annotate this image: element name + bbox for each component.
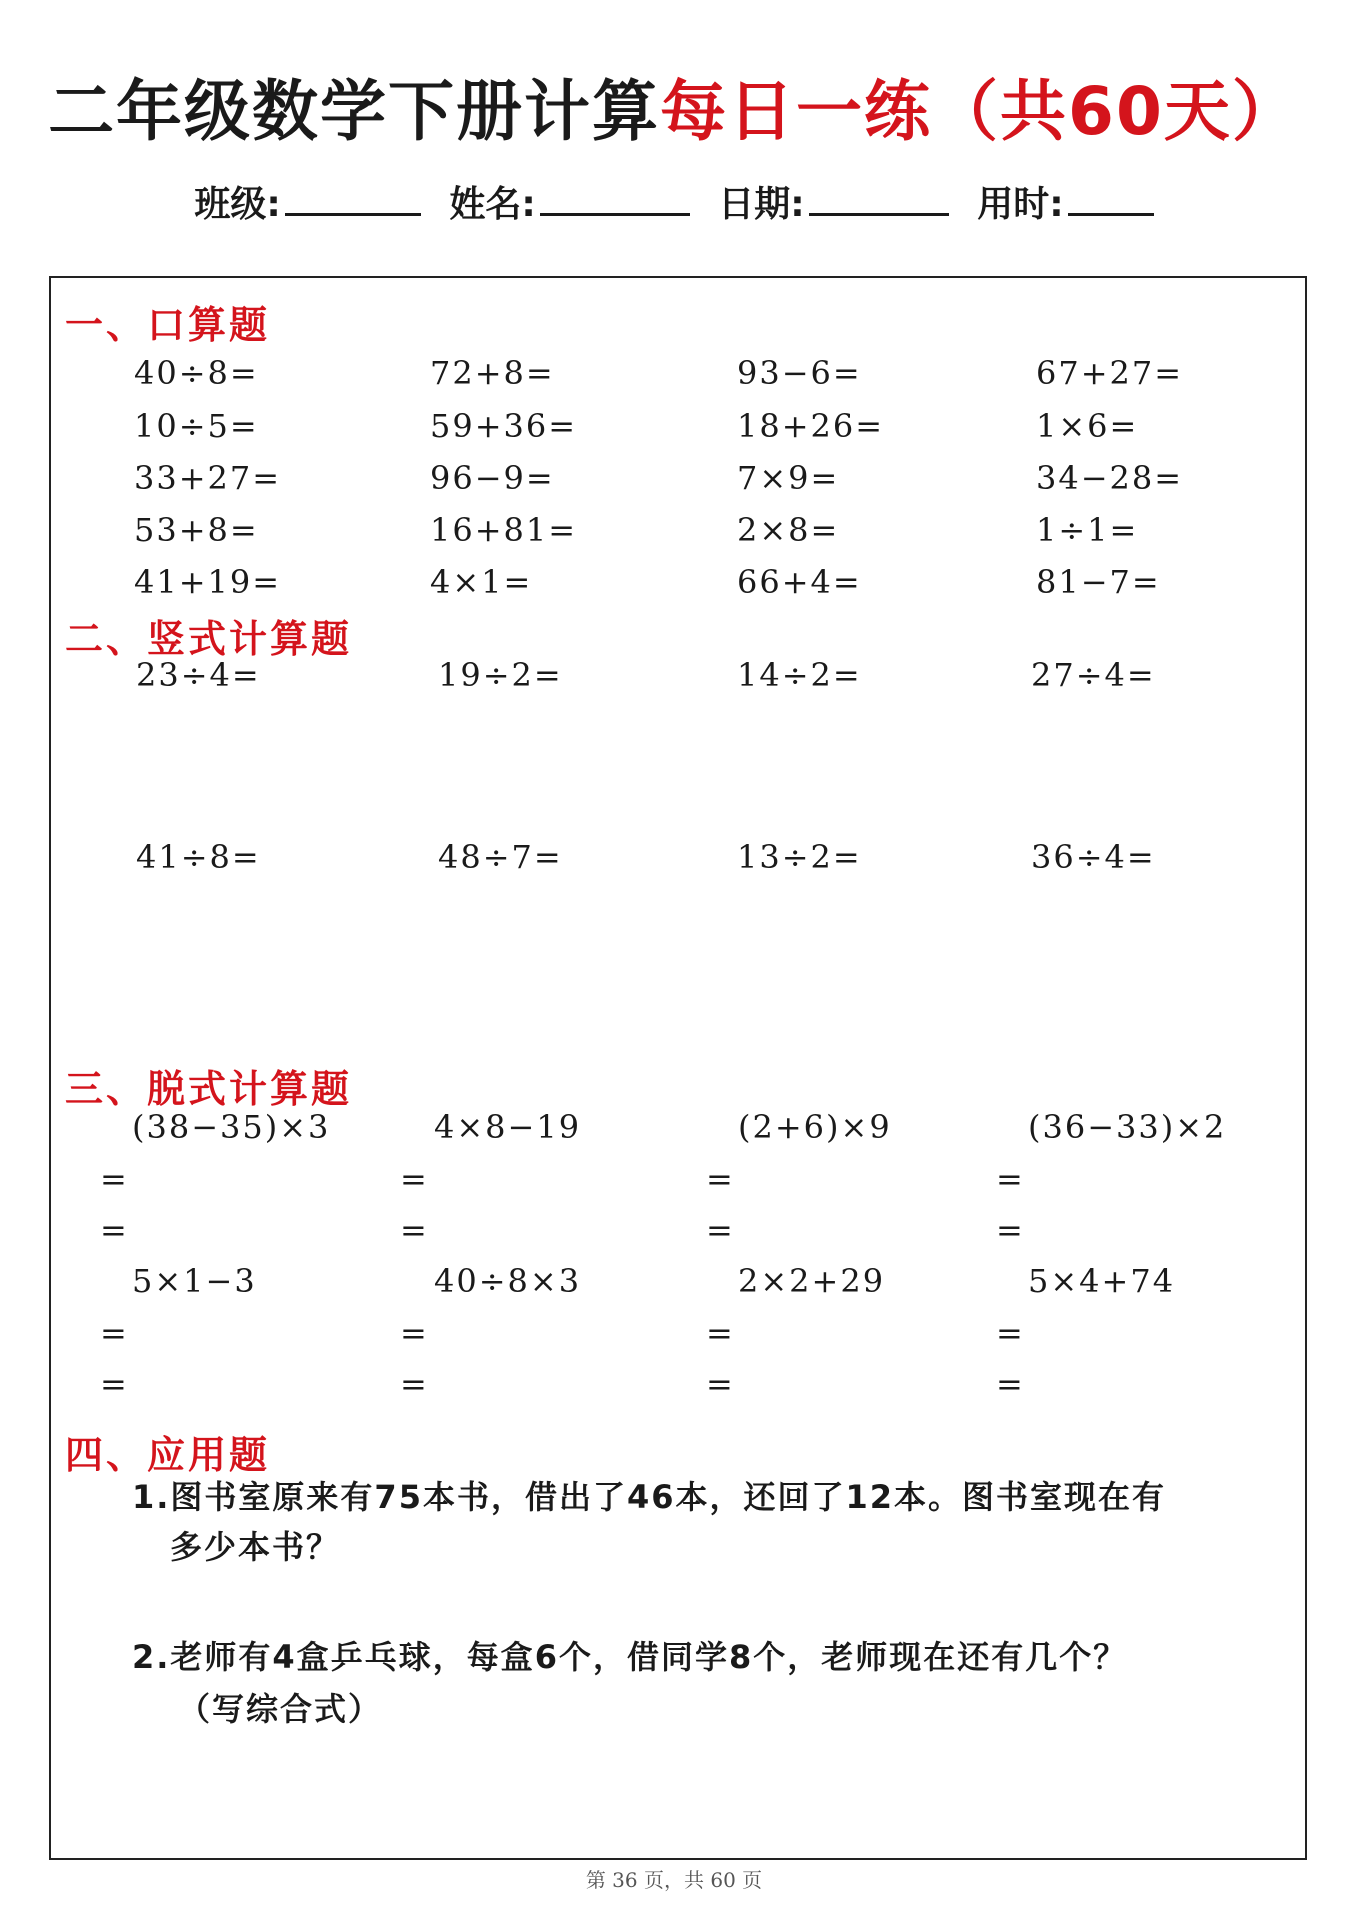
- equals-sign: =: [100, 1211, 127, 1249]
- oral-item: 4×1=: [430, 563, 533, 601]
- vertical-item: 48÷7=: [438, 838, 563, 876]
- class-field[interactable]: [194, 184, 420, 225]
- section-stepwise-heading: 三、脱式计算题: [65, 1066, 353, 1111]
- stepwise-expression: 2×2+29: [738, 1262, 886, 1300]
- oral-item: 67+27=: [1036, 354, 1184, 392]
- equals-sign: =: [706, 1314, 733, 1352]
- name-label: 姓名:: [449, 184, 536, 225]
- class-label: 班级:: [194, 184, 281, 225]
- name-blank[interactable]: [540, 179, 690, 216]
- equals-sign: =: [400, 1160, 427, 1198]
- oral-item: 59+36=: [430, 407, 578, 445]
- stepwise-expression: 5×1−3: [132, 1262, 257, 1300]
- time-blank[interactable]: [1068, 179, 1154, 216]
- oral-item: 34−28=: [1036, 459, 1184, 497]
- oral-item: 41+19=: [134, 563, 282, 601]
- stepwise-expression: 4×8−19: [434, 1108, 582, 1146]
- vertical-item: 23÷4=: [136, 656, 261, 694]
- oral-item: 81−7=: [1036, 563, 1161, 601]
- equals-sign: =: [100, 1160, 127, 1198]
- equals-sign: =: [100, 1365, 127, 1403]
- oral-item: 96−9=: [430, 459, 555, 497]
- stepwise-expression: 5×4+74: [1028, 1262, 1176, 1300]
- section-oral-heading: 一、口算题: [65, 302, 271, 347]
- vertical-item: 19÷2=: [438, 656, 563, 694]
- equals-sign: =: [706, 1160, 733, 1198]
- equals-sign: =: [706, 1365, 733, 1403]
- word-problem-1-line-1: 1.图书室原来有75本书，借出了46本，还回了12本。图书室现在有: [132, 1478, 1167, 1516]
- stepwise-expression: (36−33)×2: [1028, 1108, 1227, 1146]
- oral-item: 18+26=: [737, 407, 885, 445]
- oral-item: 33+27=: [134, 459, 282, 497]
- date-label: 日期:: [718, 184, 805, 225]
- name-field[interactable]: [449, 184, 689, 225]
- oral-item: 7×9=: [737, 459, 840, 497]
- oral-item: 1÷1=: [1036, 511, 1139, 549]
- equals-sign: =: [400, 1211, 427, 1249]
- equals-sign: =: [400, 1365, 427, 1403]
- vertical-item: 41÷8=: [136, 838, 261, 876]
- time-label: 用时:: [977, 184, 1064, 225]
- date-field[interactable]: [718, 184, 948, 225]
- word-problem-1-line-2: 多少本书？: [170, 1528, 341, 1566]
- equals-sign: =: [100, 1314, 127, 1352]
- student-info-line: [0, 176, 1348, 227]
- equals-sign: =: [996, 1365, 1023, 1403]
- vertical-item: 14÷2=: [737, 656, 862, 694]
- oral-item: 53+8=: [134, 511, 259, 549]
- equals-sign: =: [706, 1211, 733, 1249]
- class-blank[interactable]: [285, 179, 421, 216]
- section-vertical-heading: 二、竖式计算题: [65, 616, 353, 661]
- equals-sign: =: [996, 1160, 1023, 1198]
- oral-item: 16+81=: [430, 511, 578, 549]
- page-footer: 第 36 页，共 60 页: [585, 1868, 763, 1892]
- date-blank[interactable]: [809, 179, 949, 216]
- oral-item: 10÷5=: [134, 407, 259, 445]
- word-problem-2-line-1: 2.老师有4盒乒乓球，每盒6个，借同学8个，老师现在还有几个？: [132, 1638, 1128, 1676]
- stepwise-expression: (38−35)×3: [132, 1108, 331, 1146]
- section-word-problems-heading: 四、应用题: [65, 1432, 271, 1477]
- vertical-item: 27÷4=: [1031, 656, 1156, 694]
- oral-item: 93−6=: [737, 354, 862, 392]
- vertical-item: 13÷2=: [737, 838, 862, 876]
- stepwise-expression: 40÷8×3: [434, 1262, 582, 1300]
- worksheet-title: [0, 58, 1348, 153]
- title-main: 二年级数学下册计算: [48, 73, 661, 150]
- stepwise-expression: (2+6)×9: [738, 1108, 892, 1146]
- oral-item: 66+4=: [737, 563, 862, 601]
- oral-item: 72+8=: [430, 354, 555, 392]
- title-highlight: 每日一练（共60天）: [660, 73, 1300, 150]
- equals-sign: =: [400, 1314, 427, 1352]
- time-field[interactable]: [977, 184, 1153, 225]
- oral-item: 2×8=: [737, 511, 840, 549]
- vertical-item: 36÷4=: [1031, 838, 1156, 876]
- word-problem-2-line-2: （写综合式）: [178, 1690, 383, 1728]
- equals-sign: =: [996, 1314, 1023, 1352]
- oral-item: 40÷8=: [134, 354, 259, 392]
- oral-item: 1×6=: [1036, 407, 1139, 445]
- equals-sign: =: [996, 1211, 1023, 1249]
